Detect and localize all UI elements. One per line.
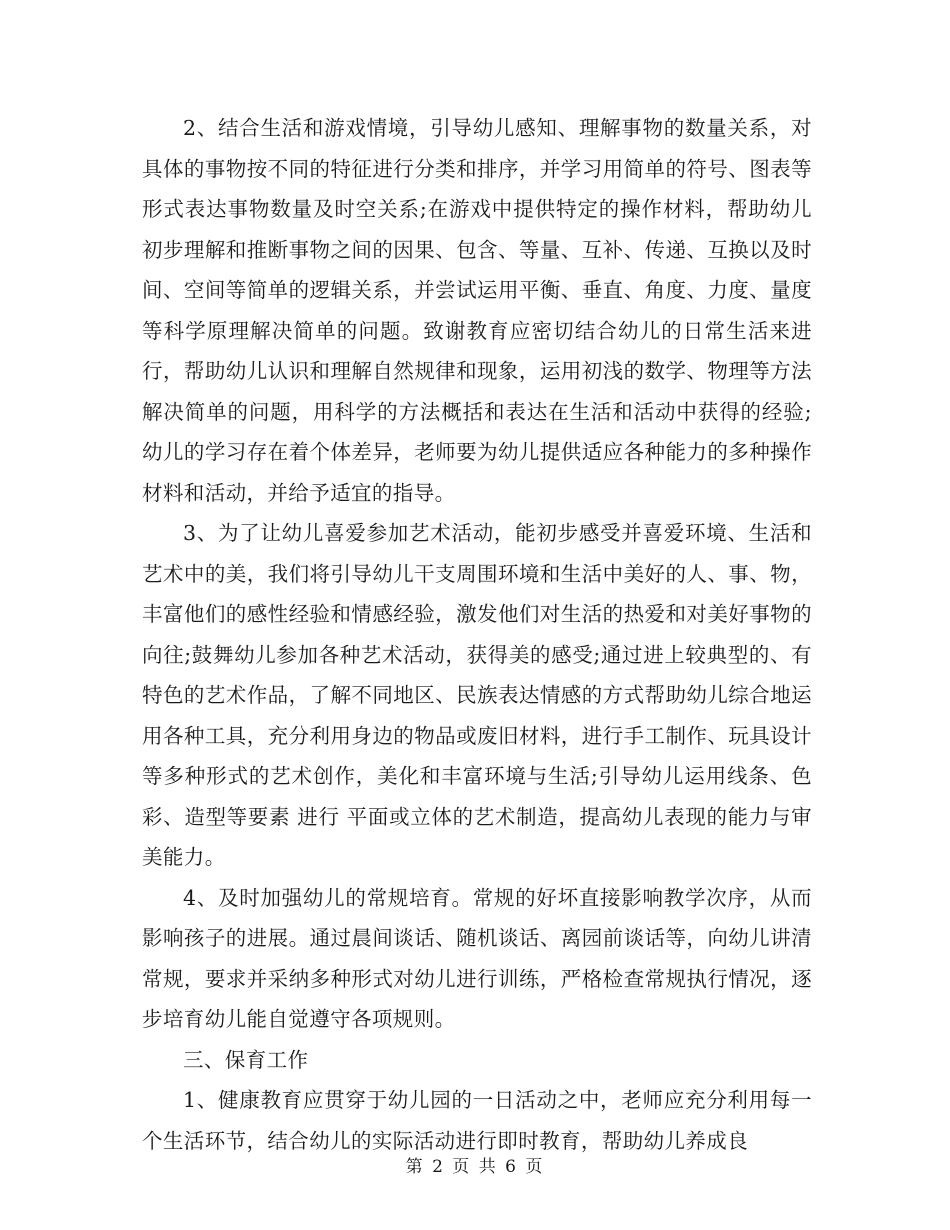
- paragraph-health-education: 1、健康教育应贯穿于幼儿园的一日活动之中，老师应充分利用每一个生活环节，结合幼儿的实际活动进行即时教育，帮助幼儿养成良: [142, 1088, 812, 1153]
- paragraph-math-cognition: 2、结合生活和游戏情境，引导幼儿感知、理解事物的数量关系，对具体的事物按不同的特征进行分类和排序，并学习用简单的符号、图表等形式表达事物数量及时空关系;在游戏中提供特定的操作材料，帮助幼儿初步理解和推断事物之间的因果、包含、等量、互补、传递、互换以及时间、空间等简单的逻辑关系，并尝试运用平衡、垂直、角度、力度、量度等科学原理解决简单的问题。致谢教育应密切结合幼儿的日常生活来进行，帮助幼儿认识和理解自然规律和现象，运用初浅的数学、物理等方法解决简单的问题，用科学的方法概括和表达在生活和活动中获得的经验;幼儿的学习存在着个体差异，老师要为幼儿提供适应各种能力的多种操作材料和活动，并给予适宜的指导。: [142, 116, 812, 505]
- document-body: [142, 108, 812, 1161]
- paragraph-routine-training: 4、及时加强幼儿的常规培育。常规的好坏直接影响教学次序，从而影响孩子的进展。通过晨间谈话、随机谈话、离园前谈话等，向幼儿讲清常规，要求并采纳多种形式对幼儿进行训练，严格检查常规执行情况，逐步培育幼儿能自觉遵守各项规则。: [142, 885, 812, 1031]
- paragraph-art-activities: 3、为了让幼儿喜爱参加艺术活动，能初步感受并喜爱环境、生活和艺术中的美，我们将引导幼儿干支周围环境和生活中美好的人、事、物，丰富他们的感性经验和情感经验，激发他们对生活的热爱和对美好事物的向往;鼓舞幼儿参加各种艺术活动，获得美的感受;通过进上较典型的、有特色的艺术作品，了解不同地区、民族表达情感的方式帮助幼儿综合地运用各种工具，充分利用身边的物品或废旧材料，进行手工制作、玩具设计等多种形式的艺术创作，美化和丰富环境与生活;引导幼儿运用线条、色彩、造型等要素 进行 平面或立体的艺术制造，提高幼儿表现的能力与审美能力。: [142, 521, 812, 869]
- page-footer: 第 2 页 共 6 页: [405, 1157, 545, 1177]
- section-heading-care-work: 三、保育工作: [183, 1047, 309, 1072]
